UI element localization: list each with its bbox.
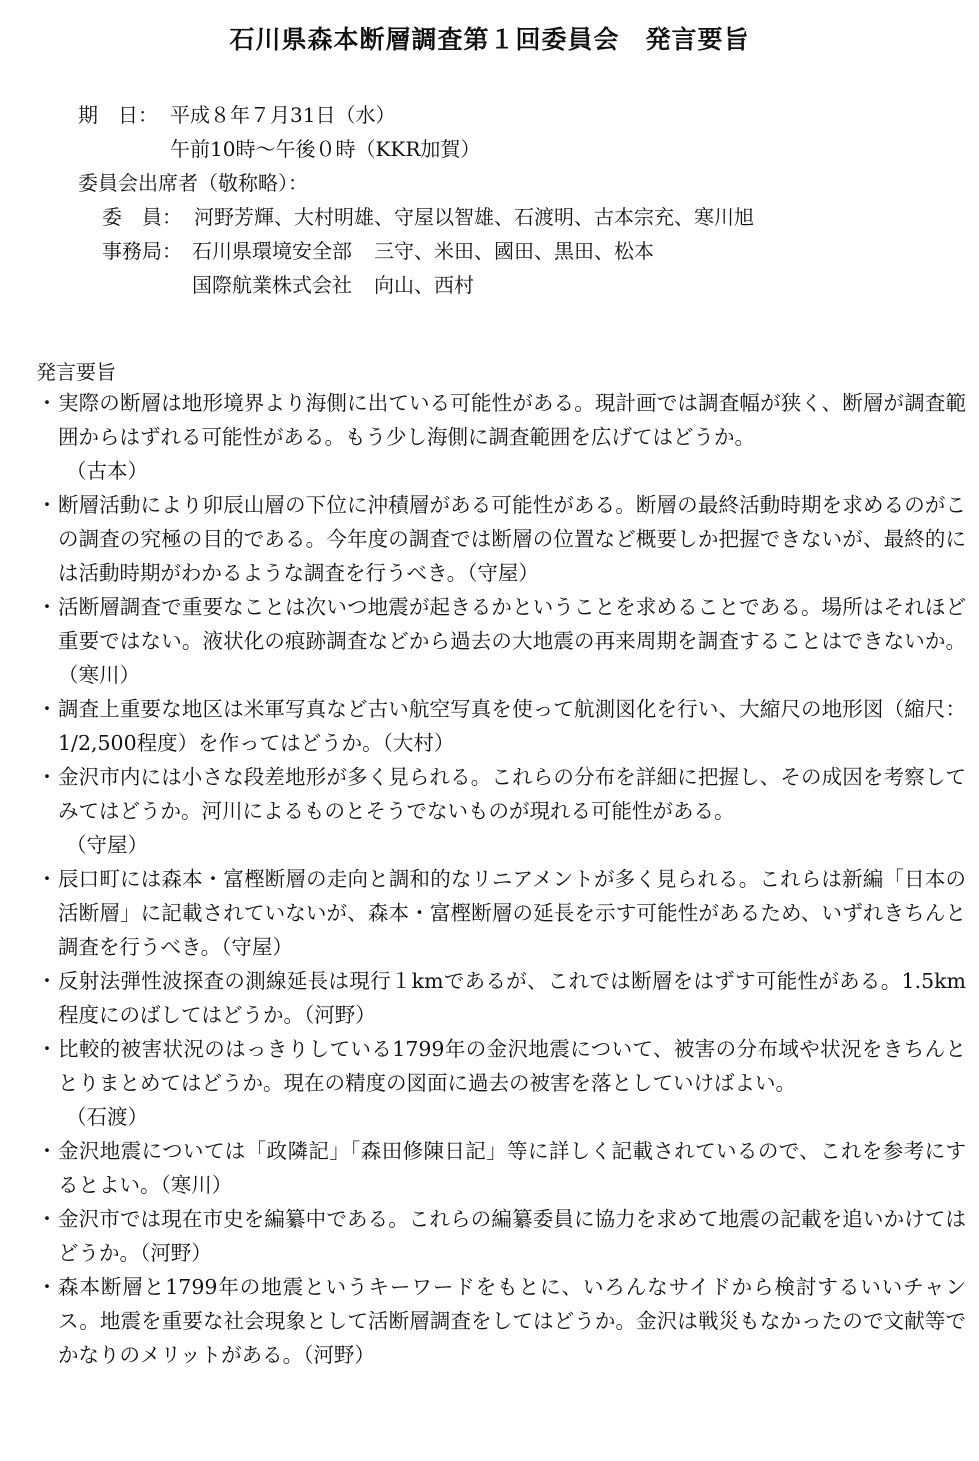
statement-body <box>58 692 966 760</box>
statement-text: 実際の断層は地形境界より海側に出ている可能性がある。現計画では調査幅が狭く、断層が調査範囲からはずれる可能性がある。もう少し海側に調査範囲を広げてはどうか。 <box>58 391 966 449</box>
secretariat-org-2: 国際航業株式会社 <box>192 273 352 297</box>
statement-speaker: （寒川） <box>160 1173 233 1197</box>
bullet-icon: ・ <box>36 969 58 993</box>
secretariat-row-2 <box>78 268 754 302</box>
secretariat-names-2: 向山、西村 <box>374 273 474 297</box>
secretariat-org-1: 石川県環境安全部 <box>192 239 352 263</box>
statement-text: 森本断層と1799年の地震というキーワードをもとに、いろんなサイドから検討するいいチャンス。地震を重要な社会現象として活断層調査をしてはどうか。金沢は戦災もなかったので文献等でかなりのメリットがある。 <box>58 1275 966 1367</box>
section-heading: 発言要旨 <box>36 360 116 384</box>
statement-body <box>58 1032 966 1134</box>
bullet-icon: ・ <box>36 493 58 517</box>
statement-item <box>36 488 966 590</box>
bullet-icon: ・ <box>36 1037 58 1061</box>
bullet-icon: ・ <box>36 765 58 789</box>
statement-item <box>36 760 966 862</box>
date-row <box>78 98 754 132</box>
statement-speaker: （河野） <box>304 1003 376 1027</box>
time-value: 午前10時～午後０時（KKR加賀） <box>170 137 481 161</box>
statement-speaker: （大村） <box>382 731 455 755</box>
statement-body <box>58 1202 966 1270</box>
bullet-icon: ・ <box>36 697 58 721</box>
page-title: 石川県森本断層調査第１回委員会 発言要旨 <box>229 25 750 54</box>
statement-speaker: （石渡） <box>66 1105 148 1129</box>
statement-speaker: （寒川） <box>58 663 140 687</box>
statement-speaker: （守屋） <box>467 561 539 585</box>
statement-text: 調査上重要な地区は米軍写真など古い航空写真を使って航測図化を行い、大縮尺の地形図（縮尺：1/2,500程度）を作ってはどうか。 <box>58 697 966 755</box>
bullet-icon: ・ <box>36 1207 58 1231</box>
statement-text: 金沢市では現在市史を編纂中である。これらの編纂委員に協力を求めて地震の記載を追いかけてはどうか。 <box>58 1207 966 1265</box>
statement-text: 辰口町には森本・富樫断層の走向と調和的なリニアメントが多く見られる。これらは新編「日本の活断層」に記載されていないが、森本・富樫断層の延長を示す可能性があるため、いずれきちんと調査を行うべき。 <box>58 867 966 959</box>
statement-text: 断層活動により卯辰山層の下位に沖積層がある可能性がある。断層の最終活動時期を求めるのがこの調査の究極の目的である。今年度の調査では断層の位置など概要しか把握できないが、最終的には活動時期がわかるような調査を行うべき。 <box>58 493 966 585</box>
bullet-icon: ・ <box>36 595 58 619</box>
statement-speaker: （古本） <box>66 459 148 483</box>
bullet-icon: ・ <box>36 391 58 415</box>
committee-row <box>78 200 754 234</box>
date-value: 平成８年７月31日（水） <box>170 103 396 127</box>
statement-body <box>58 1134 966 1202</box>
date-label: 期 日： <box>78 103 158 127</box>
statement-body <box>58 590 966 692</box>
secretariat-label: 事務局： <box>102 239 182 263</box>
meeting-info <box>78 98 754 302</box>
secretariat-row <box>78 234 754 268</box>
statement-body <box>58 386 966 488</box>
attendees-label: 委員会出席者（敬称略）： <box>78 171 308 195</box>
statement-text: 反射法弾性波探査の測線延長は現行１kmであるが、これでは断層をはずす可能性がある。1.5km程度にのばしてはどうか。 <box>58 969 966 1027</box>
statement-text: 金沢市内には小さな段差地形が多く見られる。これらの分布を詳細に把握し、その成因を考察してみてはどうか。河川によるものとそうでないものが現れる可能性がある。 <box>58 765 966 823</box>
statement-item <box>36 692 966 760</box>
bullet-icon: ・ <box>36 867 58 891</box>
statement-item <box>36 862 966 964</box>
statement-list <box>36 386 966 1372</box>
statement-item <box>36 590 966 692</box>
statement-item <box>36 1032 966 1134</box>
statement-body <box>58 964 966 1032</box>
statement-item <box>36 1202 966 1270</box>
bullet-icon: ・ <box>36 1139 58 1163</box>
secretariat-names-1: 三守、米田、國田、黒田、松本 <box>374 239 654 263</box>
statement-body <box>58 760 966 862</box>
statement-speaker: （河野） <box>140 1241 212 1265</box>
committee-members: 河野芳輝、大村明雄、守屋以智雄、石渡明、古本宗充、寒川旭 <box>194 205 754 229</box>
statement-body <box>58 862 966 964</box>
statement-speaker: （守屋） <box>221 935 293 959</box>
statement-body <box>58 1270 966 1372</box>
time-row <box>78 132 754 166</box>
attendees-row <box>78 166 754 200</box>
statement-text: 金沢地震については「政隣記」「森田修陳日記」等に詳しく記載されているので、これを参考にするとよい。 <box>58 1139 966 1197</box>
statement-body <box>58 488 966 590</box>
statement-speaker: （河野） <box>303 1343 375 1367</box>
committee-label: 委 員： <box>102 205 182 229</box>
statement-item <box>36 1134 966 1202</box>
statement-text: 活断層調査で重要なことは次いつ地震が起きるかということを求めることである。場所はそれほど重要ではない。液状化の痕跡調査などから過去の大地震の再来周期を調査することはできないか。 <box>58 595 966 653</box>
statement-speaker: （守屋） <box>66 833 148 857</box>
statement-item <box>36 386 966 488</box>
statement-item <box>36 964 966 1032</box>
statement-text: 比較的被害状況のはっきりしている1799年の金沢地震について、被害の分布域や状況をきちんととりまとめてはどうか。現在の精度の図面に過去の被害を落としていけばよい。 <box>58 1037 966 1095</box>
statement-item <box>36 1270 966 1372</box>
bullet-icon: ・ <box>36 1275 58 1299</box>
